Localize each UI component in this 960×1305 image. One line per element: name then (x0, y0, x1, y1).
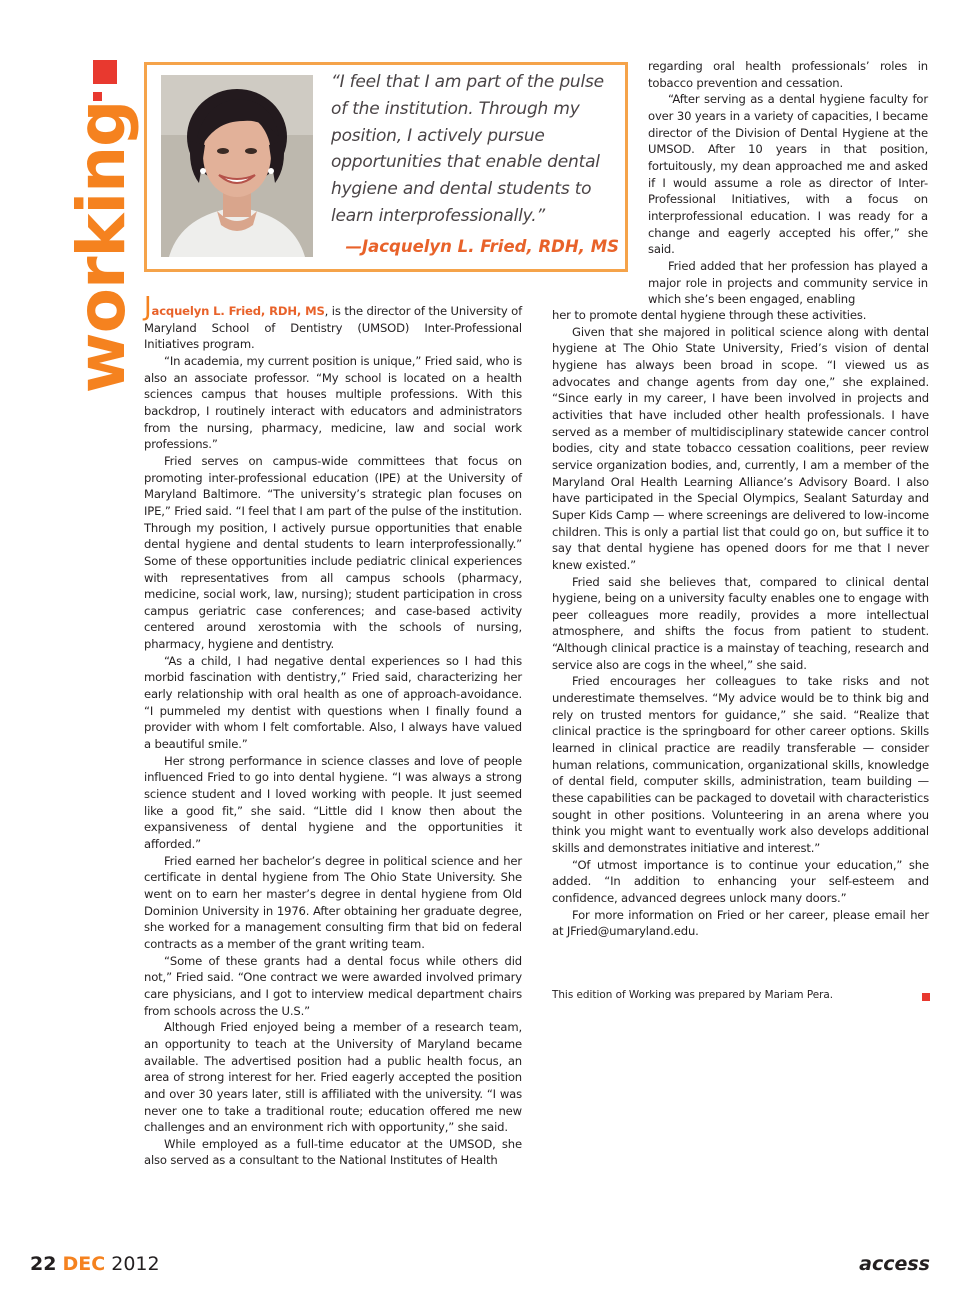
paragraph: Fried serves on campus-wide committees that focus on promoting inter-professional education (IPE) at the University of Maryland Baltimore. “The university’s strategic plan focuses on IPE,” Fried said. “I feel that I am part of the pulse of the institution. Through my position, I actively pursue opportunities that enable dental hygiene and dental students to learn interprofessionally.” Some of these opportunities include pediatric clinical experiences with representatives from all campus schools (pharmacy, medicine, social work, law, nursing); student participation in cross campus geriatric case conferences; and case-based activity centered around xerostomia with the schools of nursing, pharmacy, hygiene and dentistry. (144, 453, 522, 652)
paragraph: “In academia, my current position is unique,” Fried said, who is also an associate professor. “My school is located on a health sciences campus that houses multiple professions. With this backdrop, I routinely interact with educators and administrators from the nursing, pharmacy, medicine, law and social work professions.” (144, 353, 522, 452)
portrait-illustration (161, 75, 313, 257)
section-marker-square (93, 60, 117, 84)
issue-month: DEC (62, 1253, 106, 1275)
issue-year: 2012 (111, 1253, 160, 1275)
paragraph: Although Fried enjoyed being a member of a research team, an opportunity to teach at the University of Maryland became available. The advertised position had a public health focus, an area of strong interest for her. Fried eagerly accepted the position and over 30 years later, still is affiliated with the university. “I was never one to take a traditional route; education offered me new challenges and an environment rich with opportunity,” she said. (144, 1020, 522, 1135)
paragraph: Fried earned her bachelor’s degree in political science and her certificate in dental hygiene from The Ohio State University. She went on to earn her master’s degree in dental hygiene from Old Dominion University in 1976. After obtaining her graduate degree, she worked for a management consulting firm that bid on federal contracts as a member of the grant writing team. (144, 853, 522, 951)
page-number: 22 (30, 1253, 57, 1275)
section-tag (62, 100, 142, 394)
portrait-photo (161, 75, 313, 257)
paragraph: “As a child, I had negative dental experiences so I had this morbid fascination with dentistry,” Fried said, characterizing her early relationship with oral health as one of approach-avoidance. “I pummeled my dentist with questions when I finally found a provider with whom I felt comfortable. Also, I always have valued a beautiful smile.” (144, 653, 522, 752)
paragraph: Fried encourages her colleagues to take risks and not underestimate themselves. “My advice would be to think big and rely on trusted mentors for guidance,” she said. “Realize that clinical practice is the springboard for other career options. Skills learned in clinical practice are readily transferable — consider human relations, communication, organizational skills, knowledge of dental field, computer skills, administration, team building — these capabilities can be packaged to dovetail with characteristics sought in other positions. Volunteering in an arena where you think you might want to eventually work also develops additional skills and demonstrates initiative and interest.” (552, 674, 929, 855)
paragraph: Her strong performance in science classes and love of people influenced Fried to go into dental hygiene. “I was always a strong science student and I loved working with people. It just seemed like a good fit,” she said. “Little did I know then about the expansiveness of dental hygiene and the opportunities it afforded.” (144, 753, 522, 851)
pull-quote-attribution: —Jacquelyn L. Fried, RDH, MS (345, 237, 619, 256)
lead-text: , is the director of the University of Maryland School of Dentistry (UMSOD) Inter-Professional Initiatives program. (144, 304, 522, 352)
article-column-left (144, 292, 522, 1169)
paragraph: “After serving as a dental hygiene faculty for over 30 years in a variety of capacities, I became director of the Division of Dental Hygiene at the UMSOD. After 10 years in that position, fortuitously, my dean approached me and asked if I would assume a role as director of Inter-Professional Initiatives, with a focus on interprofessional education. I was ready for a change and eagerly accepted his offer,” she said. (648, 92, 928, 257)
section-tag-text: working (63, 100, 140, 394)
paragraph: “Of utmost importance is to continue your education,” she added. “In addition to enhancing your self-esteem and confidence, advanced degrees unlock many doors.” (552, 857, 929, 905)
dropcap: J (144, 292, 152, 322)
footer-folio (30, 1253, 160, 1275)
section-marker-dot (93, 92, 102, 101)
paragraph: “Some of these grants had a dental focus while others did not,” Fried said. “One contract we were awarded involved primary care physicians, and I got to interview medical department chairs from schools across the U.S.” (144, 953, 522, 1018)
pull-quote-box (144, 62, 628, 272)
paragraph: Given that she majored in political science along with dental hygiene at The Ohio State University, Fried’s vision of dental hygiene has always been broad in scope. “I viewed us as advocates and change agents from day one,” she explained. “Since early in my career, I have been involved in projects and activities that have included other health professionals. I have served as a member of multidisciplinary statewide cancer control bodies, city and state tobacco cessation coalitions, peer review service organization bodies, and, currently, I am a member of the Maryland Oral Health Learning Alliance’s Advisory Board. I also have participated in the Special Olympics, Sealant Saturday and Super Kids Camp — where screenings are delivered to low-income children. This is only a partial list that could go on, but suffice it to say that dental hygiene has opened doors for me that I never knew existed.” (552, 324, 929, 572)
lead-name: acquelyn L. Fried, RDH, MS (151, 304, 325, 318)
paragraph: Fried said she believes that, compared to clinical dental hygiene, being on a university faculty enables one to engage with peer colleagues more readily, provides a more intellectual atmosphere, and shifts the focus from patient to student. “Although clinical practice is a mainstay of teaching, research and service also are cogs in the wheel,” she said. (552, 574, 929, 672)
end-of-article-mark (922, 993, 930, 1001)
paragraph: regarding oral health professionals’ roles in tobacco prevention and cessation. (648, 59, 928, 90)
pull-quote-text: “I feel that I am part of the pulse of the institution. Through my position, I actively pursue opportunities that enable dental hygiene and dental students to learn interprofessionally.” (331, 72, 604, 226)
magazine-name: access (859, 1253, 930, 1275)
article-column-right-top (648, 58, 928, 308)
article-credit: This edition of Working was prepared by Mariam Pera. (552, 989, 834, 1001)
article-column-right (552, 307, 929, 940)
paragraph: While employed as a full-time educator at the UMSOD, she also served as a consultant to the National Institutes of Health (144, 1136, 522, 1168)
article-lead-paragraph (144, 292, 522, 353)
paragraph: Fried added that her profession has played a major role in projects and community service in which she’s been engaged, enabling (648, 258, 928, 307)
paragraph: her to promote dental hygiene through these activities. (552, 308, 867, 322)
paragraph: For more information on Fried or her career, please email her at JFried@umaryland.edu. (552, 907, 929, 939)
